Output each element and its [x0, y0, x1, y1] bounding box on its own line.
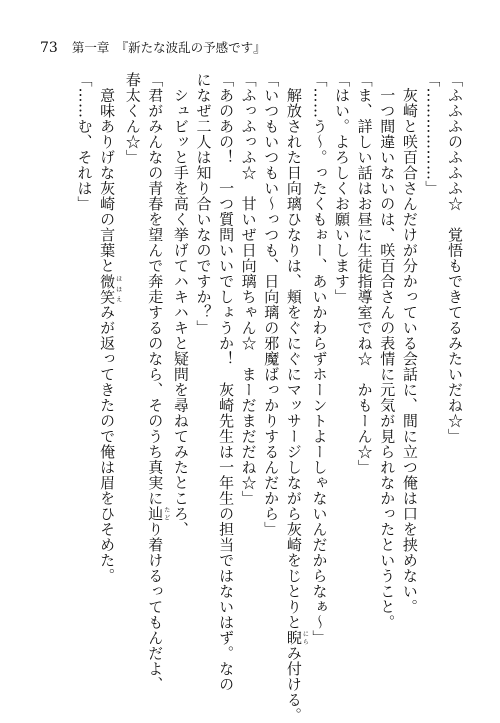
text-line-1: 「ふふふのふふふ☆ 覚悟もできてるみたいだね☆」 [446, 72, 464, 444]
text-line-5: 「ま、詳しい話はお昼に生徒指導室でね☆ かもーん☆」 [355, 72, 374, 475]
text-line-7: 「……う〜。ったくもぉー、あいかわらずホーントよーしゃないんだからなぁ〜」 [310, 72, 329, 646]
text-line-3: 灰崎と咲百合さんだけが分かっている会話に、間に立つ俺は口を挟めない。 [400, 72, 419, 615]
running-header [40, 38, 266, 56]
chapter-title: 第一章 『新たな波乱の予感です』 [71, 40, 266, 55]
text-line-11: 「あのあの！ 一つ質問いいでしょうか！ 灰崎先生は一年生の担当ではないはず。なの [217, 72, 236, 692]
text-line-17: 「……む、それは」 [75, 72, 94, 212]
text-line-14: 「君がみんなの青春を望んで奔走するのなら、そのうち真実に辿たどり着けるってもんだよ、 [146, 72, 170, 692]
text-line-13: シュビッと手を高く挙げてハキハキと疑問を尋ねてみたところ、 [171, 72, 190, 537]
ruby-nira-reading: 睨にら [284, 630, 309, 646]
text-line-10: 「ふっふっふ☆ 甘いぜ日向璃ちゃん☆ まーだまだだね☆」 [239, 72, 258, 506]
vertical-text-body [38, 72, 466, 723]
text-line-16: 意味ありげな灰崎の言葉と微笑ほほえみが返ってきたので俺は眉をひそめた。 [98, 72, 122, 584]
text-line-8: 解放された日向璃ひなりは、頬をぐにぐにマッサージしながら灰崎をじとりと睨にらみ付ける。 [284, 72, 309, 723]
text-line-15: 春太くん☆」 [123, 72, 142, 165]
ruby-hohoe-reading: 微笑ほほえ [98, 273, 122, 305]
text-line-9: 「いつもいつもい〜っつも、日向璃の邪魔ばっかりするんだから」 [262, 72, 281, 537]
text-line-2: 「………………」 [423, 72, 442, 196]
text-line-4: 一つ間違いないのは、咲百合さんの表情に元気が見られなかったということ。 [378, 72, 397, 630]
ruby-tado-reading: 辿たど [146, 506, 170, 522]
text-line-12: になぜ二人は知り合いなのですか？」 [194, 72, 213, 336]
text-line-6: 「はい。よろしくお願いします」 [333, 72, 352, 305]
page-number: 73 [40, 40, 58, 56]
